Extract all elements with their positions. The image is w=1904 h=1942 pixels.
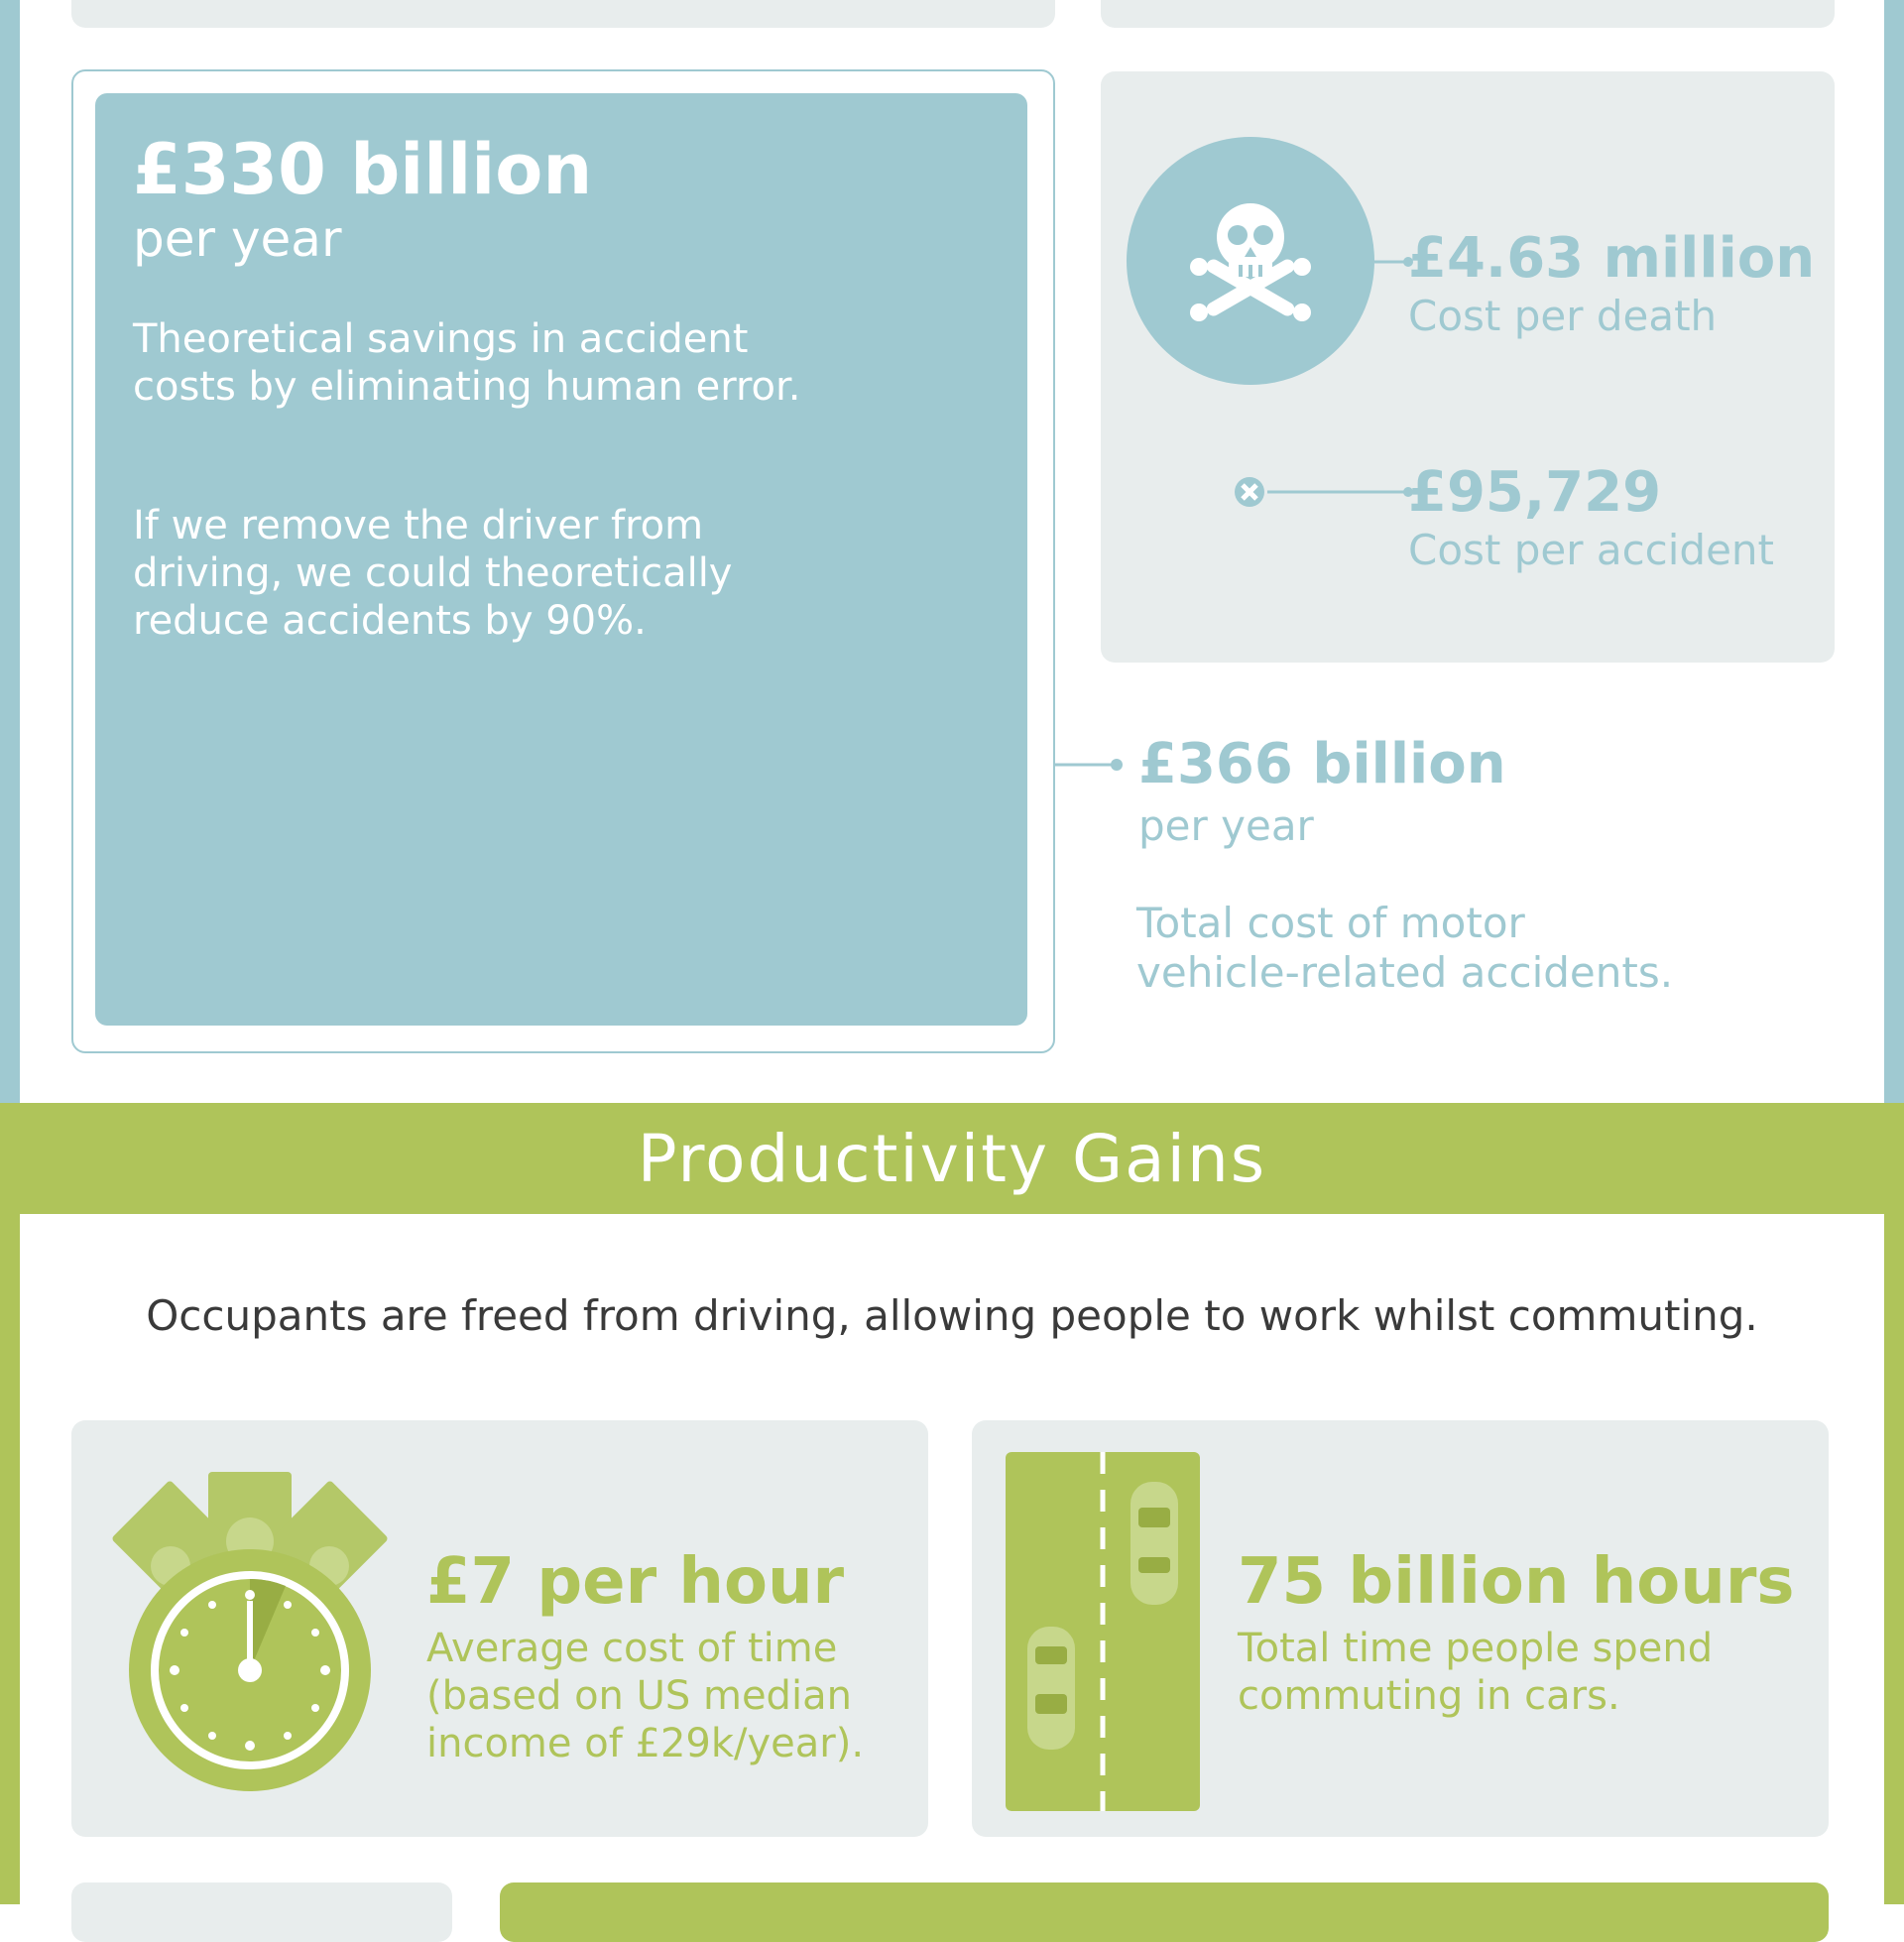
total-cost-period: per year <box>1138 801 1314 850</box>
skull-badge <box>1127 137 1374 385</box>
commute-hours-description <box>1238 1625 1713 1720</box>
savings-description <box>133 315 800 411</box>
savings-desc2-line1: If we remove the driver from <box>133 503 704 548</box>
savings-detail <box>133 502 732 645</box>
hours-line2: commuting in cars. <box>1238 1673 1620 1719</box>
hourly-cost-amount: £7 per hour <box>426 1545 845 1619</box>
car-top <box>1130 1482 1178 1605</box>
hourly-cost-card <box>71 1420 928 1837</box>
hourly-cost-description <box>426 1625 864 1767</box>
savings-desc2-line2: driving, we could theoretically <box>133 550 733 596</box>
savings-desc2-line3: reduce accidents by 90%. <box>133 598 647 644</box>
savings-period: per year <box>133 210 342 268</box>
total-cost-amount: £366 billion <box>1138 732 1506 796</box>
bottom-card-left <box>71 1882 452 1942</box>
savings-desc1-line1: Theoretical savings in accident <box>133 316 749 362</box>
top-card-right <box>1101 0 1835 28</box>
right-border-blue <box>1884 0 1904 1103</box>
commute-hours-amount: 75 billion hours <box>1238 1545 1795 1619</box>
death-cost-amount: £4.63 million <box>1408 226 1816 291</box>
productivity-title: Productivity Gains <box>637 1121 1267 1197</box>
accident-connector-line <box>1267 486 1414 498</box>
productivity-intro: Occupants are freed from driving, allowing people to work whilst commuting. <box>146 1291 1758 1340</box>
accident-cost-amount: £95,729 <box>1408 460 1662 525</box>
hourly-line1: Average cost of time <box>426 1626 838 1671</box>
road-cars-icon <box>1006 1452 1200 1811</box>
total-cost-desc-line2: vehicle-related accidents. <box>1136 948 1674 998</box>
skull-crossbones-icon <box>1181 191 1320 330</box>
small-cross-icon <box>1230 472 1269 512</box>
money-clock-icon <box>101 1472 399 1809</box>
hours-line1: Total time people spend <box>1238 1626 1714 1671</box>
total-cost-desc-line1: Total cost of motor <box>1136 899 1525 947</box>
car-bottom <box>1027 1627 1075 1750</box>
bottom-green-bar <box>500 1882 1829 1942</box>
hourly-line2: (based on US median <box>426 1673 852 1719</box>
death-cost-label: Cost per death <box>1408 292 1718 340</box>
top-card-left <box>71 0 1055 28</box>
total-cost-description <box>1136 899 1673 999</box>
cost-breakdown-card <box>1101 71 1835 663</box>
savings-card <box>95 93 1027 1026</box>
commute-hours-card <box>972 1420 1829 1837</box>
productivity-banner <box>0 1103 1904 1214</box>
left-border-blue <box>0 0 20 1103</box>
savings-amount: £330 billion <box>133 129 593 210</box>
hourly-line3: income of £29k/year). <box>426 1721 865 1766</box>
accident-cost-label: Cost per accident <box>1408 526 1775 574</box>
savings-desc1-line2: costs by eliminating human error. <box>133 364 801 410</box>
total-connector-line <box>1053 758 1125 772</box>
